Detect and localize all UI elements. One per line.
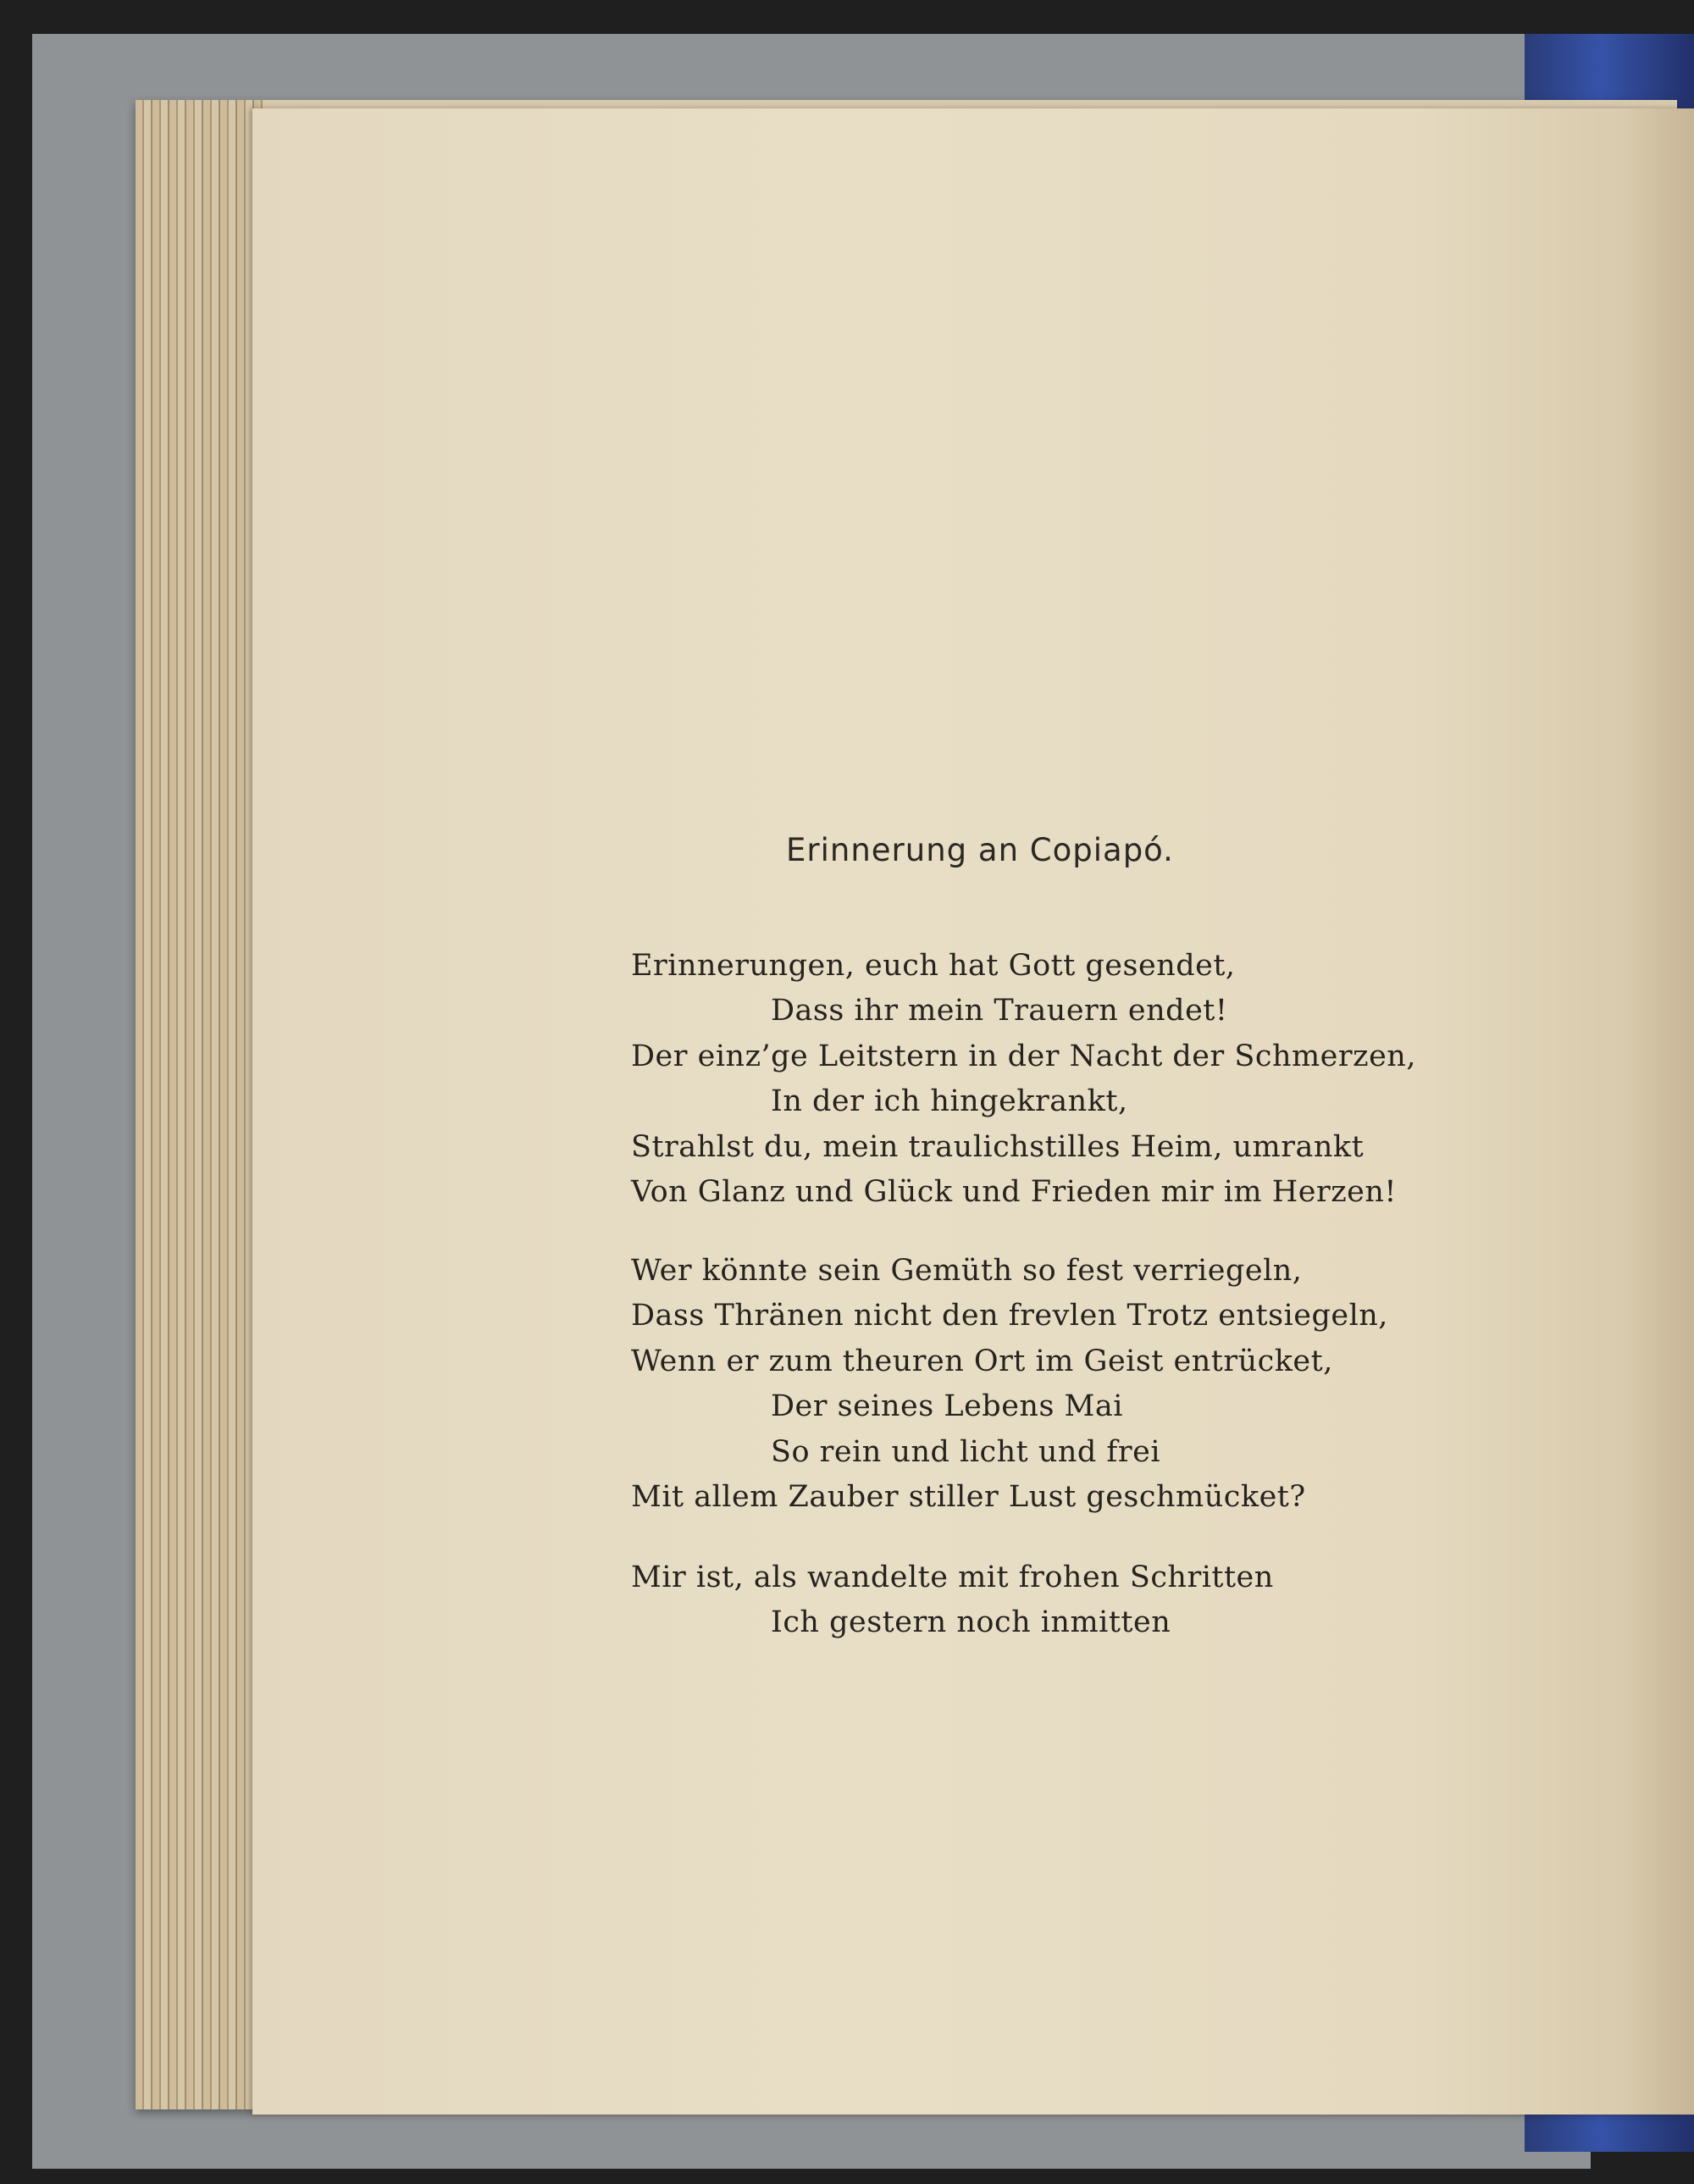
- poem-line: Mir ist, als wandelte mit frohen Schritten: [631, 1560, 1274, 1594]
- poem-line: Wer könnte sein Gemüth so fest verriegeln,: [631, 1254, 1303, 1288]
- poem-line: Mit allem Zauber stiller Lust geschmücket?: [631, 1480, 1306, 1514]
- poem-line: Dass Thränen nicht den frevlen Trotz entsiegeln,: [631, 1299, 1388, 1333]
- poem-line: Erinnerungen, euch hat Gott gesendet,: [631, 949, 1236, 983]
- poem-line: Der einz’ge Leitstern in der Nacht der Schmerzen,: [631, 1039, 1416, 1073]
- poem-line: Strahlst du, mein traulichstilles Heim, umrankt: [631, 1130, 1365, 1164]
- poem-title: Erinnerung an Copiapó.: [786, 832, 1174, 868]
- poem-line: Der seines Lebens Mai: [771, 1389, 1123, 1423]
- page-edges: [136, 100, 263, 2109]
- poem-line: Wenn er zum theuren Ort im Geist entrücket,: [631, 1344, 1333, 1378]
- poem-line: Dass ihr mein Trauern endet!: [771, 994, 1228, 1028]
- poem-line: Von Glanz und Glück und Frieden mir im Herzen!: [631, 1175, 1397, 1209]
- poem-line: Ich gestern noch inmitten: [771, 1605, 1171, 1639]
- poem-line: So rein und licht und frei: [771, 1435, 1161, 1469]
- poem-line: In der ich hingekrankt,: [771, 1084, 1128, 1118]
